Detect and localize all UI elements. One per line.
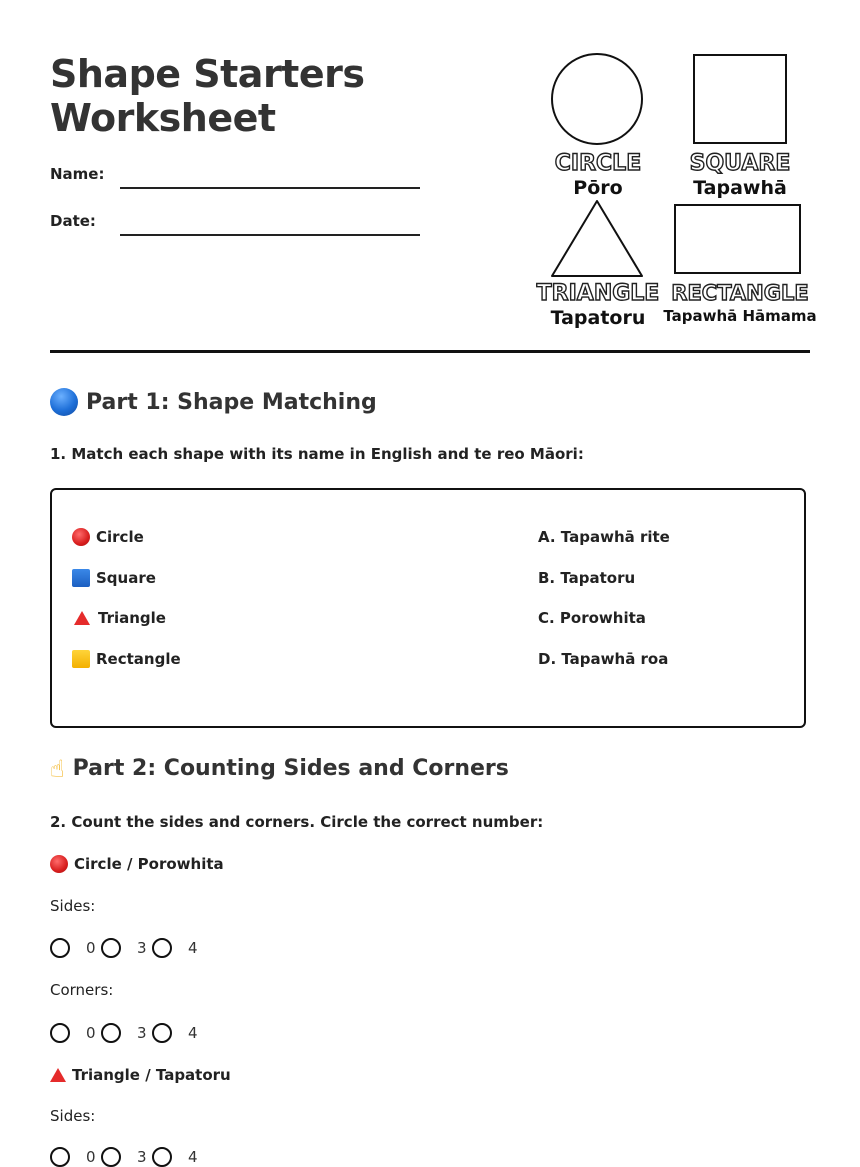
date-label: Date: bbox=[50, 212, 96, 230]
option-number: 0 bbox=[86, 939, 96, 957]
part2-heading bbox=[50, 756, 509, 781]
triangle-shape-icon bbox=[530, 195, 666, 279]
option-3[interactable] bbox=[101, 938, 152, 958]
square-shape-icon bbox=[672, 45, 808, 149]
match-item-label: Rectangle bbox=[96, 650, 181, 668]
page-title bbox=[50, 52, 364, 140]
match-answer-a[interactable]: A. Tapawhā rite bbox=[538, 528, 670, 546]
circle-corners-label: Corners: bbox=[50, 981, 114, 999]
red-circle-icon bbox=[50, 855, 68, 873]
part1-heading bbox=[50, 388, 377, 416]
match-item-label: Triangle bbox=[98, 609, 166, 627]
triangle-english-label: TRIANGLE bbox=[536, 281, 660, 306]
circle-english-label: CIRCLE bbox=[554, 151, 642, 176]
triangle-sides-label: Sides: bbox=[50, 1107, 96, 1125]
option-number: 3 bbox=[137, 1148, 147, 1166]
circle-maori-label: Pōro bbox=[573, 177, 623, 199]
option-0[interactable] bbox=[50, 1147, 101, 1167]
radio-circle[interactable] bbox=[152, 1147, 172, 1167]
part2-question: 2. Count the sides and corners. Circle the correct number: bbox=[50, 813, 544, 831]
rectangle-reference bbox=[660, 195, 820, 324]
part1-heading-text: Part 1: Shape Matching bbox=[86, 389, 377, 415]
square-maori-label: Tapawhā bbox=[693, 177, 787, 199]
option-4[interactable] bbox=[152, 938, 203, 958]
option-0[interactable] bbox=[50, 938, 101, 958]
blue-circle-icon bbox=[50, 388, 78, 416]
option-number: 0 bbox=[86, 1024, 96, 1042]
header-divider bbox=[50, 350, 810, 353]
option-number: 4 bbox=[188, 1148, 198, 1166]
triangle-maori-label: Tapatoru bbox=[550, 307, 646, 329]
title-line-1: Shape Starters bbox=[50, 52, 365, 96]
radio-circle[interactable] bbox=[101, 1147, 121, 1167]
option-4[interactable] bbox=[152, 1023, 203, 1043]
blue-square-icon bbox=[72, 569, 90, 587]
shape-reference-panel bbox=[530, 45, 820, 345]
match-answer-c[interactable]: C. Porowhita bbox=[538, 609, 646, 627]
radio-circle[interactable] bbox=[101, 1023, 121, 1043]
triangle-sides-options bbox=[50, 1147, 203, 1167]
date-field[interactable] bbox=[120, 234, 420, 236]
match-answer-d[interactable]: D. Tapawhā roa bbox=[538, 650, 669, 668]
triangle-count-title-text: Triangle / Tapatoru bbox=[72, 1066, 231, 1084]
option-number: 4 bbox=[188, 1024, 198, 1042]
radio-circle[interactable] bbox=[152, 938, 172, 958]
square-reference bbox=[672, 45, 808, 198]
part2-heading-text: Part 2: Counting Sides and Corners bbox=[72, 756, 509, 781]
radio-circle[interactable] bbox=[50, 1147, 70, 1167]
option-0[interactable] bbox=[50, 1023, 101, 1043]
option-number: 3 bbox=[137, 1024, 147, 1042]
option-3[interactable] bbox=[101, 1147, 152, 1167]
radio-circle[interactable] bbox=[50, 1023, 70, 1043]
match-item-square[interactable] bbox=[72, 569, 156, 587]
red-circle-icon bbox=[72, 528, 90, 546]
option-number: 0 bbox=[86, 1148, 96, 1166]
part1-question: 1. Match each shape with its name in English and te reo Māori: bbox=[50, 445, 584, 463]
match-item-circle[interactable] bbox=[72, 528, 144, 546]
match-item-triangle[interactable] bbox=[74, 609, 166, 627]
circle-reference bbox=[530, 45, 666, 198]
square-english-label: SQUARE bbox=[689, 151, 791, 176]
radio-circle[interactable] bbox=[152, 1023, 172, 1043]
option-4[interactable] bbox=[152, 1147, 203, 1167]
circle-corners-options bbox=[50, 1023, 203, 1043]
yellow-square-icon bbox=[72, 650, 90, 668]
option-number: 4 bbox=[188, 939, 198, 957]
option-3[interactable] bbox=[101, 1023, 152, 1043]
red-triangle-icon bbox=[74, 611, 90, 625]
triangle-reference bbox=[530, 195, 666, 328]
match-answer-b[interactable]: B. Tapatoru bbox=[538, 569, 636, 587]
title-line-2: Worksheet bbox=[50, 96, 276, 140]
radio-circle[interactable] bbox=[50, 938, 70, 958]
circle-shape-icon bbox=[530, 45, 666, 149]
pointing-hand-icon: ☝ bbox=[50, 754, 65, 783]
option-number: 3 bbox=[137, 939, 147, 957]
rectangle-maori-label: Tapawhā Hāmama bbox=[663, 307, 817, 325]
rectangle-english-label: RECTANGLE bbox=[671, 281, 809, 305]
match-item-label: Circle bbox=[96, 528, 144, 546]
red-triangle-icon bbox=[50, 1068, 66, 1082]
name-field[interactable] bbox=[120, 187, 420, 189]
circle-sides-options bbox=[50, 938, 203, 958]
circle-count-title bbox=[50, 855, 224, 873]
worksheet-header bbox=[0, 0, 860, 360]
circle-count-title-text: Circle / Porowhita bbox=[74, 855, 224, 873]
match-item-label: Square bbox=[96, 569, 156, 587]
radio-circle[interactable] bbox=[101, 938, 121, 958]
triangle-count-title bbox=[50, 1066, 231, 1084]
matching-box bbox=[50, 488, 806, 728]
rectangle-shape-icon bbox=[660, 195, 820, 279]
name-label: Name: bbox=[50, 165, 105, 183]
circle-sides-label: Sides: bbox=[50, 897, 96, 915]
match-item-rectangle[interactable] bbox=[72, 650, 181, 668]
